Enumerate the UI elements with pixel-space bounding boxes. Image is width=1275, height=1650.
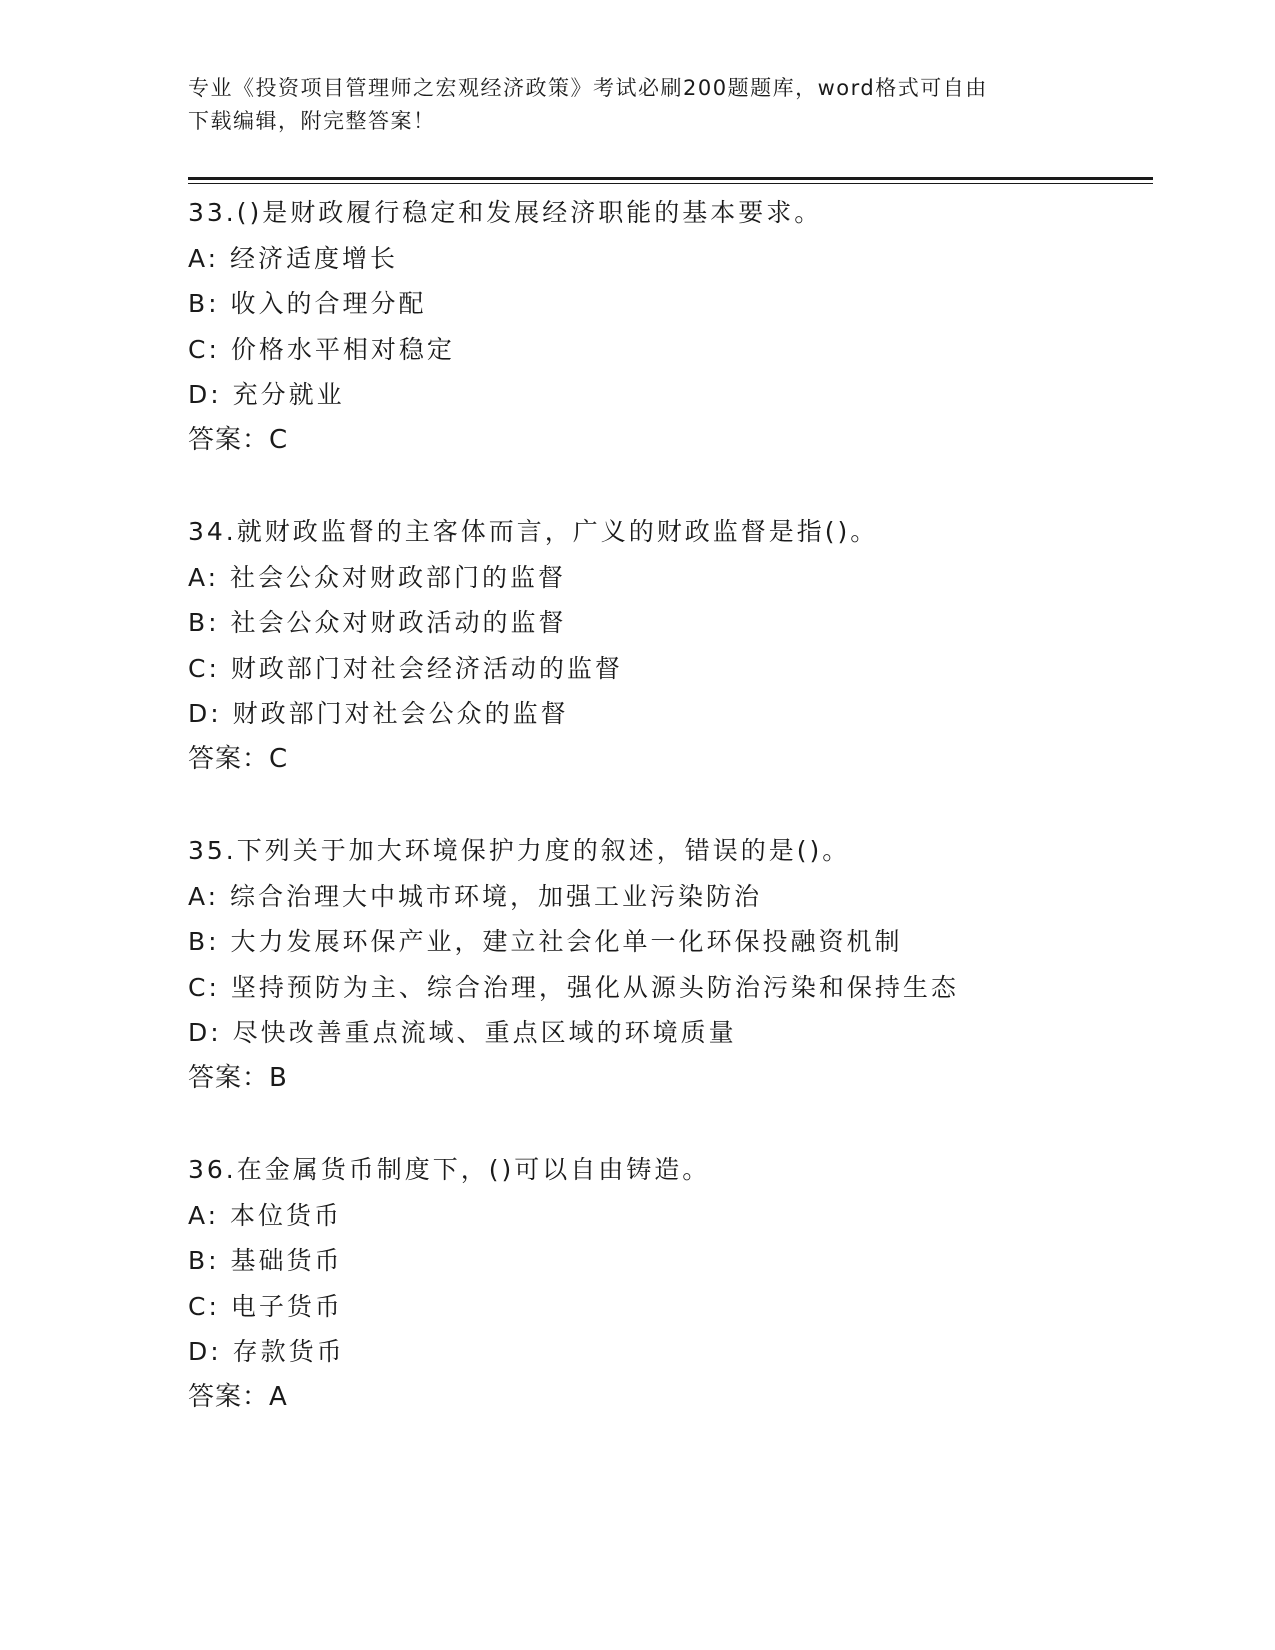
option-c: C: 电子货币 xyxy=(188,1291,343,1321)
header-divider-thick xyxy=(188,177,1153,180)
option-b: B: 基础货币 xyxy=(188,1246,343,1275)
option-d: D: 存款货币 xyxy=(188,1337,345,1366)
question-stem: 34.就财政监督的主客体而言，广义的财政监督是指()。 xyxy=(188,517,879,546)
question-35 xyxy=(188,828,1148,1147)
question-list xyxy=(188,190,1148,1466)
answer-line: 答案：A xyxy=(188,1381,288,1412)
option-c: C: 坚持预防为主、综合治理，强化从源头防治污染和保持生态 xyxy=(188,972,959,1002)
option-c: C: 价格水平相对稳定 xyxy=(188,334,455,364)
question-stem: 36.在金属货币制度下，()可以自由铸造。 xyxy=(188,1155,711,1184)
document-header xyxy=(188,72,1068,138)
option-a: A: 经济适度增长 xyxy=(188,243,399,273)
option-b: B: 社会公众对财政活动的监督 xyxy=(188,608,567,637)
option-b: B: 大力发展环保产业，建立社会化单一化环保投融资机制 xyxy=(188,927,903,956)
header-line-1: 专业《投资项目管理师之宏观经济政策》考试必刷200题题库，word格式可自由 xyxy=(188,76,988,100)
option-a: A: 综合治理大中城市环境，加强工业污染防治 xyxy=(188,881,763,911)
answer-line: 答案：C xyxy=(188,424,289,455)
question-36 xyxy=(188,1147,1148,1466)
option-b: B: 收入的合理分配 xyxy=(188,289,427,318)
question-stem: 33.()是财政履行稳定和发展经济职能的基本要求。 xyxy=(188,198,823,227)
answer-line: 答案：C xyxy=(188,743,289,774)
option-a: A: 社会公众对财政部门的监督 xyxy=(188,562,567,592)
answer-line: 答案：B xyxy=(188,1062,288,1093)
header-line-2: 下载编辑，附完整答案！ xyxy=(188,109,436,133)
question-33 xyxy=(188,190,1148,509)
option-d: D: 充分就业 xyxy=(188,380,345,409)
option-a: A: 本位货币 xyxy=(188,1200,343,1230)
question-34 xyxy=(188,509,1148,828)
header-divider-thin xyxy=(188,183,1153,184)
option-c: C: 财政部门对社会经济活动的监督 xyxy=(188,653,623,683)
question-stem: 35.下列关于加大环境保护力度的叙述，错误的是()。 xyxy=(188,836,851,865)
option-d: D: 财政部门对社会公众的监督 xyxy=(188,699,569,728)
option-d: D: 尽快改善重点流域、重点区域的环境质量 xyxy=(188,1018,737,1047)
